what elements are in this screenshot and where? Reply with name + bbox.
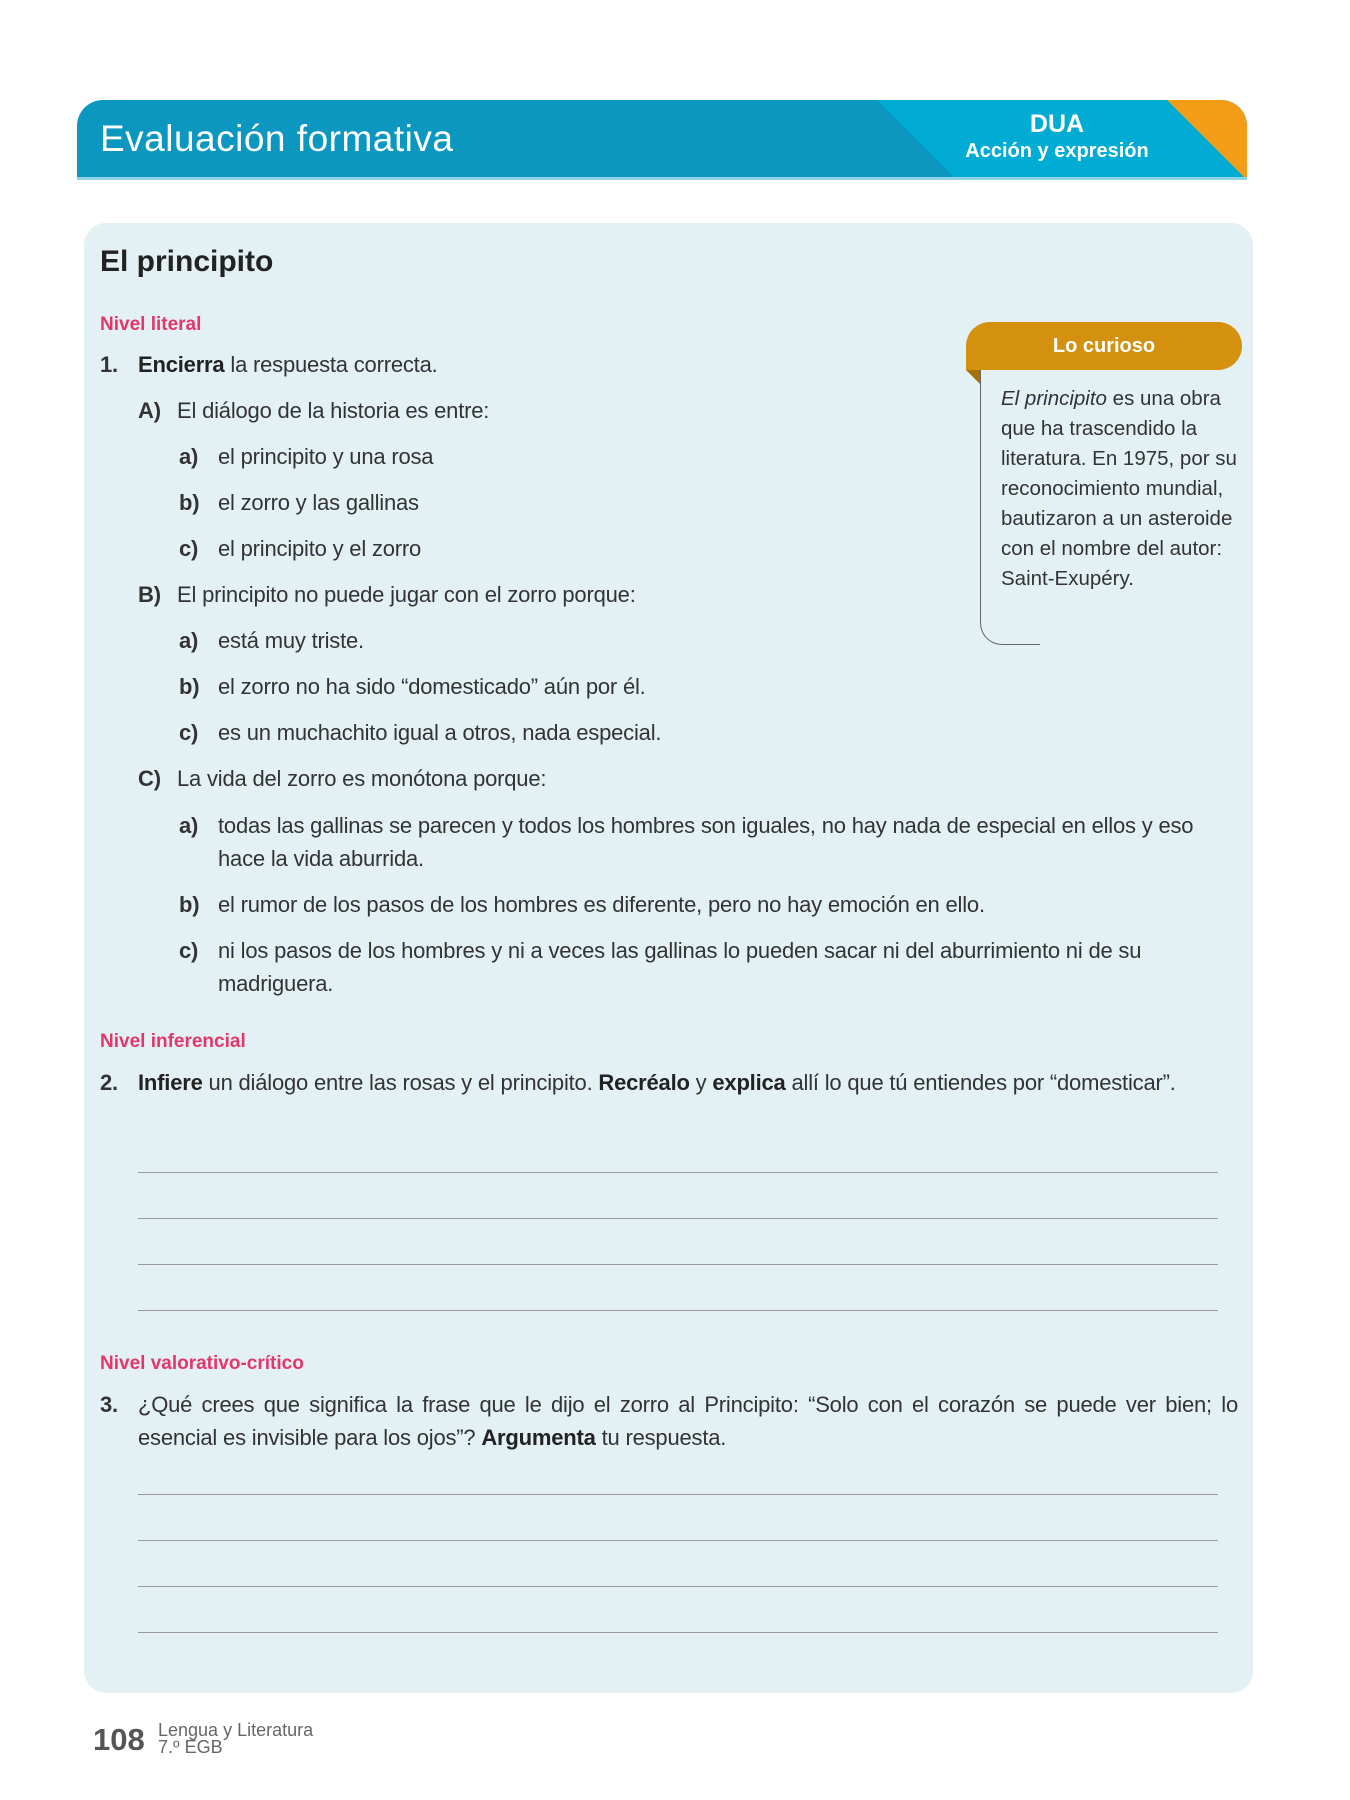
answer-line[interactable] bbox=[138, 1586, 1218, 1587]
q1c-opt-a[interactable]: todas las gallinas se parecen y todos los hombres son iguales, no hay nada de especial en ellos y eso hace la vida aburrida. bbox=[218, 813, 1194, 871]
curioso-body: es una obra que ha trascendido la literatura. En 1975, por su reconocimiento mundial, bautizaron a un asteroide con el nombre del autor: Saint-Exupéry. bbox=[1001, 387, 1237, 590]
q1c-text: La vida del zorro es monótona porque: bbox=[177, 766, 547, 791]
header-title: Evaluación formativa bbox=[100, 118, 454, 159]
question-1 bbox=[100, 348, 118, 381]
q2-verb-infiere: Infiere bbox=[138, 1070, 203, 1095]
answer-line[interactable] bbox=[138, 1172, 1218, 1173]
level-valorativo: Nivel valorativo-crítico bbox=[100, 1353, 304, 1374]
q1b-opt-a-label: a) bbox=[179, 628, 199, 653]
q1b-opt-b-label: b) bbox=[179, 674, 200, 699]
answer-line[interactable] bbox=[138, 1264, 1218, 1265]
footer-subject bbox=[158, 1722, 313, 1756]
q3-prompt bbox=[138, 1388, 1238, 1454]
q1c-opt-b[interactable]: el rumor de los pasos de los hombres es diferente, pero no hay emoción en ello. bbox=[218, 892, 985, 917]
q1b-label: B) bbox=[138, 582, 161, 607]
q1a-text: El diálogo de la historia es entre: bbox=[177, 398, 490, 423]
dua-title: DUA bbox=[1029, 110, 1085, 138]
q1c-opt-c-label: c) bbox=[179, 938, 199, 963]
q1-prompt bbox=[138, 348, 438, 381]
q1c-label: C) bbox=[138, 766, 161, 791]
curioso-title: Lo curioso bbox=[966, 322, 1242, 370]
level-literal: Nivel literal bbox=[100, 314, 202, 335]
q2-text: allí lo que tú entiendes por “domesticar”. bbox=[785, 1070, 1176, 1095]
level-inferencial: Nivel inferencial bbox=[100, 1031, 246, 1052]
q2-text: un diálogo entre las rosas y el principito. bbox=[202, 1070, 599, 1095]
q1c-opt-a-label: a) bbox=[179, 813, 199, 838]
q1-number: 1. bbox=[100, 352, 118, 377]
curioso-text bbox=[1001, 384, 1251, 594]
grade: 7.º EGB bbox=[158, 1737, 223, 1757]
q1b-text: El principito no puede jugar con el zorro porque: bbox=[177, 582, 636, 607]
q1a-opt-c[interactable]: el principito y el zorro bbox=[218, 536, 422, 561]
q1-verb: Encierra bbox=[138, 352, 225, 377]
page-number: 108 bbox=[93, 1722, 145, 1757]
answer-line[interactable] bbox=[138, 1494, 1218, 1495]
q1b-opt-c[interactable]: es un muchachito igual a otros, nada especial. bbox=[218, 720, 662, 745]
q1a-opt-a-label: a) bbox=[179, 444, 199, 469]
q2-prompt bbox=[138, 1066, 1236, 1099]
q2-number: 2. bbox=[100, 1070, 118, 1095]
q1a-opt-a[interactable]: el principito y una rosa bbox=[218, 444, 434, 469]
q1c-opt-c[interactable]: ni los pasos de los hombres y ni a veces las gallinas lo pueden sacar ni del aburrimiento ni de su madriguera. bbox=[218, 938, 1142, 996]
q2-text: y bbox=[689, 1070, 713, 1095]
q1a-opt-b[interactable]: el zorro y las gallinas bbox=[218, 490, 419, 515]
q2-verb-recrealo: Recréalo bbox=[598, 1070, 690, 1095]
answer-line[interactable] bbox=[138, 1632, 1218, 1633]
dua-badge bbox=[957, 110, 1157, 164]
answer-line[interactable] bbox=[138, 1540, 1218, 1541]
q1a-label: A) bbox=[138, 398, 161, 423]
answer-line[interactable] bbox=[138, 1310, 1218, 1311]
q3-text: tu respuesta. bbox=[595, 1425, 727, 1450]
q3-number: 3. bbox=[100, 1392, 118, 1417]
section-header bbox=[77, 100, 1247, 180]
curioso-book-title: El principito bbox=[1001, 387, 1107, 410]
q1b-opt-b[interactable]: el zorro no ha sido “domesticado” aún por él. bbox=[218, 674, 646, 699]
q1a-opt-b-label: b) bbox=[179, 490, 200, 515]
section-title: El principito bbox=[100, 245, 274, 278]
q1b-opt-c-label: c) bbox=[179, 720, 199, 745]
q3-text: ¿Qué crees que significa la frase que le dijo el zorro al Principito: “Solo con el corazón se puede ver bien; lo esencial es invisible para los ojos”? bbox=[138, 1392, 1238, 1450]
q1c-opt-b-label: b) bbox=[179, 892, 200, 917]
q1-rest: la respuesta correcta. bbox=[224, 352, 438, 377]
q3-verb-argumenta: Argumenta bbox=[481, 1425, 596, 1450]
q2-verb-explica: explica bbox=[712, 1070, 786, 1095]
dua-subtitle: Acción y expresión bbox=[965, 140, 1149, 162]
q1b-opt-a[interactable]: está muy triste. bbox=[218, 628, 364, 653]
answer-line[interactable] bbox=[138, 1218, 1218, 1219]
subject: Lengua y Literatura bbox=[158, 1720, 314, 1740]
q1a-opt-c-label: c) bbox=[179, 536, 199, 561]
